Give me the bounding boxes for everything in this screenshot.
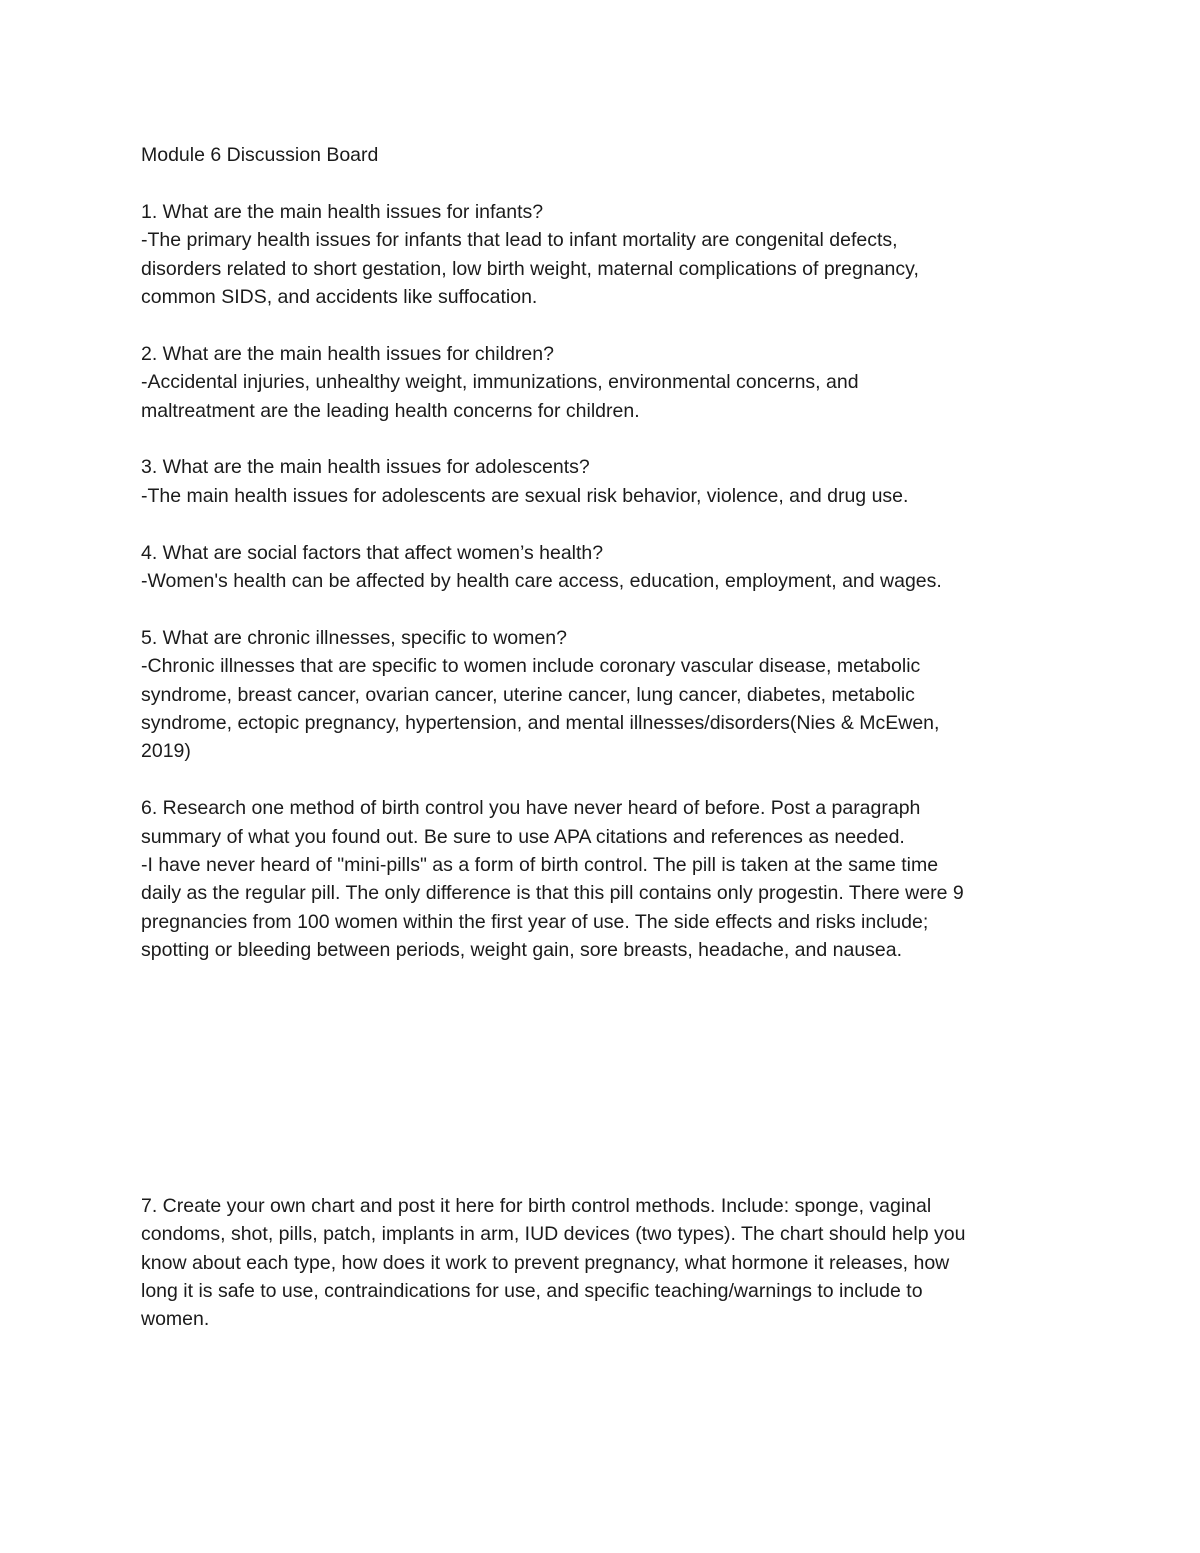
- question-2: 2. What are the main health issues for children?: [141, 342, 554, 365]
- answer-2-line: maltreatment are the leading health concerns for children.: [141, 399, 640, 422]
- answer-4-line: -Women's health can be affected by health care access, education, employment, and wages.: [141, 570, 942, 593]
- spacer: [141, 595, 1071, 623]
- answer-6-line: -I have never heard of "mini-pills" as a form of birth control. The pill is taken at the same time: [141, 854, 939, 877]
- spacer: [141, 965, 1071, 1192]
- answer-5-line: syndrome, ectopic pregnancy, hypertension, and mental illnesses/disorders(Nies & McEwen,: [141, 712, 940, 735]
- question-6-line: 6. Research one method of birth control you have never heard of before. Post a paragraph: [141, 797, 921, 820]
- question-6-line: summary of what you found out. Be sure to use APA citations and references as needed.: [141, 825, 905, 848]
- question-1: 1. What are the main health issues for infants?: [141, 200, 544, 223]
- answer-2-line: -Accidental injuries, unhealthy weight, immunizations, environmental concerns, and: [141, 371, 859, 394]
- question-block-1: [141, 198, 1071, 312]
- question-block-4: [141, 539, 1071, 596]
- spacer: [141, 169, 1071, 197]
- question-7-line: 7. Create your own chart and post it here for birth control methods. Include: sponge, vaginal: [141, 1194, 932, 1217]
- answer-1-line: -The primary health issues for infants that lead to infant mortality are congenital defects,: [141, 229, 898, 252]
- answer-5-line: -Chronic illnesses that are specific to women include coronary vascular disease, metabolic: [141, 655, 921, 678]
- question-block-5: [141, 624, 1071, 766]
- answer-5-line: syndrome, breast cancer, ovarian cancer, uterine cancer, lung cancer, diabetes, metabolic: [141, 683, 915, 706]
- question-block-2: [141, 340, 1071, 425]
- spacer: [141, 510, 1071, 538]
- question-4: 4. What are social factors that affect women’s health?: [141, 541, 604, 564]
- question-3: 3. What are the main health issues for adolescents?: [141, 456, 590, 479]
- question-7-line: women.: [141, 1308, 210, 1331]
- document-title: Module 6 Discussion Board: [141, 144, 379, 166]
- answer-5-line: 2019): [141, 740, 191, 763]
- question-7-line: condoms, shot, pills, patch, implants in arm, IUD devices (two types). The chart should help you: [141, 1223, 966, 1246]
- spacer: [141, 766, 1071, 794]
- answer-3-line: -The main health issues for adolescents are sexual risk behavior, violence, and drug use.: [141, 484, 909, 507]
- question-7-line: long it is safe to use, contraindications for use, and specific teaching/warnings to include to: [141, 1279, 923, 1302]
- question-block-6: [141, 794, 1071, 964]
- question-5: 5. What are chronic illnesses, specific to women?: [141, 626, 567, 649]
- spacer: [141, 425, 1071, 453]
- document-page: [141, 141, 1071, 1334]
- answer-1-line: disorders related to short gestation, low birth weight, maternal complications of pregnancy,: [141, 257, 919, 280]
- answer-6-line: daily as the regular pill. The only difference is that this pill contains only progestin. There were 9: [141, 882, 964, 905]
- spacer: [141, 311, 1071, 339]
- question-block-3: [141, 453, 1071, 510]
- answer-6-line: pregnancies from 100 women within the first year of use. The side effects and risks include;: [141, 910, 929, 933]
- question-block-7: [141, 1192, 1071, 1334]
- question-7-line: know about each type, how does it work to prevent pregnancy, what hormone it releases, how: [141, 1251, 950, 1274]
- answer-6-line: spotting or bleeding between periods, weight gain, sore breasts, headache, and nausea.: [141, 939, 903, 962]
- answer-1-line: common SIDS, and accidents like suffocation.: [141, 286, 538, 309]
